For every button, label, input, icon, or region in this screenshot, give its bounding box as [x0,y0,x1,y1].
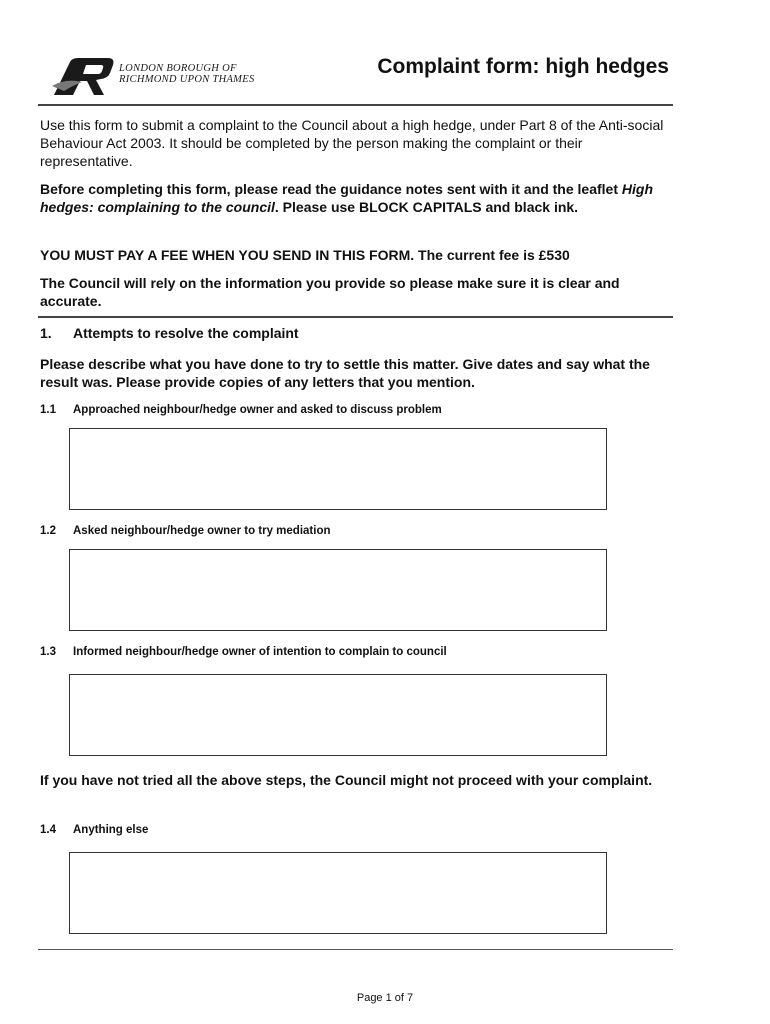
question-label: Asked neighbour/hedge owner to try mediation [73,525,331,537]
answer-field-1-1[interactable] [69,428,607,510]
question-number: 1.2 [40,525,56,537]
leaflet-title: High hedges: complaining to the council [40,181,653,215]
answer-field-1-2[interactable] [69,549,607,631]
council-logo [52,56,116,98]
question-number: 1.3 [40,646,56,658]
question-number: 1.1 [40,404,56,416]
guidance-paragraph [40,180,670,216]
answer-field-1-4[interactable] [69,852,607,934]
section-heading [40,325,299,341]
question-1-4 [40,824,148,836]
question-label: Informed neighbour/hedge owner of intention to complain to council [73,646,447,658]
proceed-warning: If you have not tried all the above steps, the Council might not proceed with your complaint. [40,772,653,788]
question-1-2 [40,525,331,537]
guidance-text-end: . Please use BLOCK CAPITALS and black ink. [274,199,579,215]
question-1-1 [40,404,442,416]
question-number: 1.4 [40,824,56,836]
answer-field-1-3[interactable] [69,674,607,756]
section-number: 1. [40,325,52,341]
guidance-text-start: Before completing this form, please read the guidance notes sent with it and the leaflet [40,181,622,197]
logo-line-1: LONDON BOROUGH OF [119,63,237,74]
logo-line-2: RICHMOND UPON THAMES [119,74,255,85]
section-instruction: Please describe what you have done to try to settle this matter. Give dates and say what the result was. Please provide copies of any letters that you mention. [40,356,650,390]
footer-divider [38,949,673,950]
accuracy-notice: The Council will rely on the information you provide so please make sure it is clear and accurate. [40,275,620,309]
logo-text [119,63,255,85]
fee-notice: YOU MUST PAY A FEE WHEN YOU SEND IN THIS FORM. The current fee is £530 [40,247,570,263]
page-title: Complaint form: high hedges [377,55,669,78]
page-number: Page 1 of 7 [356,992,414,1004]
section-title: Attempts to resolve the complaint [73,325,299,341]
intro-paragraph: Use this form to submit a complaint to the Council about a high hedge, under Part 8 of the Anti-social Behaviour Act 2003. It should be completed by the person making the complaint or their representative. [40,117,664,169]
section-divider [38,316,673,318]
header-divider [38,104,673,106]
question-label: Anything else [73,824,149,836]
question-label: Approached neighbour/hedge owner and asked to discuss problem [73,404,442,416]
question-1-3 [40,646,447,658]
